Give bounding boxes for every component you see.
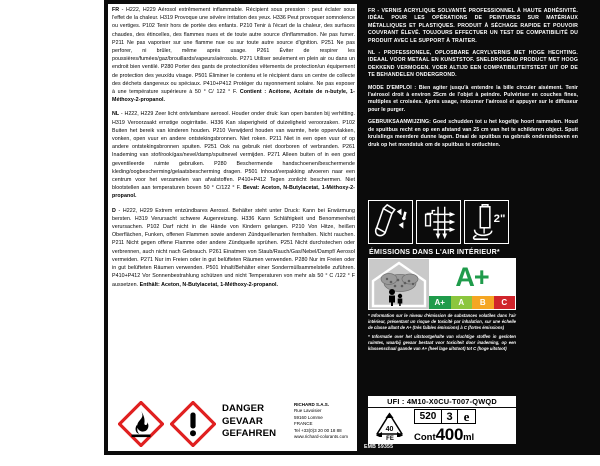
emb-code: EMB 59355 [364, 444, 394, 450]
content-volume [414, 425, 474, 445]
usage-nl-body: Goed schudden tot u het kogeltje hoort rammelen. Houd de spuitbus recht en op een afstand van 25 cm van het te schilderen object. Spuit kruislings meerdere dunne lagen. Draai de spuitbus na gebruik ondersteboven en druk op het mondstuk om de spuitbus te ontluchten. [368, 119, 578, 148]
indoor-air-emissions-label [368, 248, 518, 351]
company-country: FRANCE [294, 421, 313, 427]
ghs07-exclamation-icon [170, 401, 216, 447]
emissions-note-fr: * Information sur le niveau d'émission de substances volatiles dans l'air intérieur, présentant un risque de toxicité par inhalation, sur une échelle de classe allant de A+ (très faibles émissions) à C (fortes émissions) [368, 313, 516, 330]
content-value: 400 [435, 425, 464, 444]
company-phone: Tel +33(0)3 20 00 18 88 [294, 427, 342, 433]
signal-word-fr: DANGER [222, 403, 265, 414]
usage-nl-heading: GEBRUIKSAANWIJZING: [368, 119, 431, 126]
cross-spray-pattern-icon [416, 200, 461, 244]
estimated-sign-e: e [457, 409, 476, 424]
emissions-scale [429, 296, 515, 309]
packaging-metrology-row [368, 408, 516, 444]
hazard-lang-fr: FR [112, 7, 120, 13]
company-city: 59160 Lomme [294, 414, 323, 420]
product-description-column [362, 4, 596, 451]
content-unit: ml [463, 432, 475, 443]
hazard-text-column [112, 6, 355, 446]
ghs-signal-row [112, 399, 355, 451]
company-street: Rue Lavoisier [294, 408, 322, 414]
usage-nl [368, 119, 578, 149]
description-nl: NL - PROFESSIONELE, OPLOSBARE ACRYLVERNIS MET HOGE HECHTING. IDEAAL VOOR METAAL EN KUNSTSTOF. SNELDROGEND PRODUCT MET HOOG DEKKEND VERMOGEN. VOER ALTIJD EEN COMPATIBILITEITSTEST UIT OP DE TE BEHANDELEN ONDERGROND. [368, 50, 578, 79]
purge-nozzle-2s-icon [464, 200, 509, 244]
hazard-contains-fr: Contient : Acétone, Acétate de n-butyle, 1-Méthoxy-2-propanol. [112, 89, 355, 104]
description-text-group [368, 8, 578, 154]
box-volume-520: 520 [414, 409, 441, 424]
ghs02-flame-icon [118, 401, 164, 447]
emissions-scale-b: B [472, 296, 494, 309]
company-name: RICHARD S.A.S. [294, 402, 330, 407]
signal-word-de: GEFAHREN [222, 428, 277, 440]
hazard-body-de: - H222, H229 Extrem entzündbares Aerosol. Behälter steht unter Druck: Kann bei Erwärmung bersten. H319 Verursacht schwere Augenreizung. H336 Kann Schläfrigkeit und Benommenheit verursachen. P102 Darf nicht in die Hände von Kindern gelangen. P210 Von Hitze, heißen Oberflächen, Funken, offenen Flammen sowie anderen Zündquellenarten fernhalten. Nicht rauchen. P211 Nicht gegen offene Flamme oder andere Zündquelle sprühen. P251 Nicht durchstechen oder verbrennen, auch nicht nach Gebrauch. P261 Einatmen von Staub/Rauch/Gas/Nebel/Dampf/ Aerosol vermeiden. P271 Nur im Freien oder in gut belüfteten Räumen verwenden. P280 Nur im Freien oder in gut belüfteten Räumen verwenden. P501 Inhalt/Behälter einer Sondermüllsammelstelle zuführen. P410+P412 Vor Sonnenbestrahlung schützen und nicht Temperaturen von mehr als 50 ° C /122 ° F aussetzen. [112, 207, 355, 288]
metrology-boxes [414, 409, 476, 424]
box-number-3: 3 [441, 409, 457, 424]
signal-words [222, 403, 290, 441]
emissions-scale-a: A [451, 296, 473, 309]
emissions-scale-c: C [494, 296, 516, 309]
company-website[interactable]: www.richard-colorants.com [294, 434, 349, 440]
svg-text:40: 40 [385, 426, 394, 433]
emissions-title: ÉMISSIONS DANS L'AIR INTÉRIEUR* [369, 248, 500, 256]
emissions-grade-block [429, 259, 515, 309]
house-emissions-icon [369, 259, 429, 309]
signal-word-nl: GEVAAR [222, 415, 263, 427]
content-label: Cont [414, 432, 436, 443]
hazard-contains-nl: Bevat: Aceton, N-Butylacetat, 1-Méthoxy-2-propanol. [112, 185, 355, 200]
hazard-body-fr: - H222, H229 Aérosol extrêmement inflammable. Récipient sous pression : peut éclater sous l'effet de la chaleur. H319 Provoque une sévère irritation des yeux. H336 Peut provoquer somnolence ou vertiges. P102 Tenir hors de portée des enfants. P210 Tenir à l'écart de la chaleur, des surfaces chaudes, des étincelles, des flammes nues et de toute autre source d'inflammation. Ne pas fumer. P211 Ne pas vaporiser sur une flamme nue ou sur toute autre source d'ignition. P251 Ne pas perforer, ni brûler, même après usage. P261 Éviter de respirer les poussières/fumées/gaz/brouillards/vapeurs/aérosols. P271 Utiliser seulement en plein air ou dans un endroit bien ventilé. P280 Porter des gants de protection/des vêtements de protection/un équipement de protection des yeux/du visage. P501 Éliminer le contenu et le récipient dans un centre de collecte des déchets dangereux ou spéciaux. P410+P412 Protéger du rayonnement solaire. Ne pas exposer à une température supérieure à 50 ° C/ 122 ° F. [112, 7, 355, 96]
instruction-pictograms [368, 200, 514, 244]
hazard-section-de [112, 207, 355, 289]
emissions-grade: A+ [455, 261, 489, 292]
hazard-lang-nl: NL [112, 111, 120, 118]
usage-fr-heading: MODE D'EMPLOI : [368, 84, 417, 91]
hazard-section-fr [112, 6, 355, 104]
hazard-section-nl [112, 110, 355, 200]
manufacturer-address [294, 402, 356, 440]
usage-fr-body: Bien agiter jusqu'à entendre la bille circuler aisément. Tenir l'aérosol droit à environ 25cm de l'objet à peindre. Pulvériser en couches fines, multiples et croisées. Après usage, retourner l'aérosol et appuyer sur le diffuseur pour le purger. [368, 84, 578, 113]
hazard-body-nl: - H222, H229 Zeer licht ontvlambare aerosol. Houder onder druk: kan open barsten bij verhitting. H319 Veroorzaakt ernstige oogirritatie. H336 Kan slaperigheid of duizeligheid veroorzaken. P102 Buiten het bereik van kinderen houden. P210 Verwijderd houden van warmte, hete oppervlakken, vonken, open vuur en andere ontstekingsbronnen. Niet roken. P211 Niet in een open vuur of op andere ontstekingsbronnen spuiten. P251 Ook na gebruik niet doorboren of verbranden. P261 Inademing van stof/rook/gas/nevel/damp/spuitnevel vermijden. P271 Alleen buiten of in een goed geventileerde ruimte gebruiken. P280 Beschermende handschoenen/beschermende kleding/oogbescherming/gelaatsbescherming dragen. P501 Inhoud/verpakking afvoeren naar een centrum voor het verzamelen van afvalstoffen. P410+P412 Tegen zonlicht beschermen. Niet blootstellen aan temperaturen boven 50 ° C/122 ° F. [112, 111, 355, 192]
hazard-lang-de: D [112, 207, 116, 214]
shake-can-icon [368, 200, 413, 244]
emissions-scale-a-plus: A+ [429, 296, 451, 309]
recycle-triangle-icon [372, 411, 408, 441]
description-fr: FR - VERNIS ACRYLIQUE SOLVANTÉ PROFESSIONNEL À HAUTE ADHÉSIVITÉ. IDÉAL POUR LES OPÉRATIONS DE PEINTURES SUR MATÉRIAUX MÉTALLIQUES ET PLASTIQUES. PRODUIT À SÉCHAGE RAPIDE ET POUVOIR COUVRANT ÉLEVÉ. TOUJOURS EFFECTUER UN TEST DE COMPATIBILITÉ DU PRODUIT AVEC LE SUPPORT À TRAITER. [368, 8, 578, 44]
recycle-material-code: FE [386, 436, 394, 442]
usage-fr [368, 85, 578, 115]
emissions-box [368, 258, 516, 310]
ufi-code: UFI : 4M10-X0CU-T007-QWQD [368, 396, 516, 407]
svg-text:2": 2" [493, 213, 506, 225]
emissions-note-nl: * Informatie over het uitstootgehalte van vluchtige stoffen in gesloten ruimtes, waarbij gevaar bestaat voor toxiciteit door inademing, op een klassenschaal gaande van A+ (heel lage uitstoot) tot C (hoge uitstoot) [368, 333, 516, 351]
hazard-contains-de: Enthält: Aceton, N-Butylacetat, 1-Méthoxy-2-propanol. [139, 281, 279, 288]
